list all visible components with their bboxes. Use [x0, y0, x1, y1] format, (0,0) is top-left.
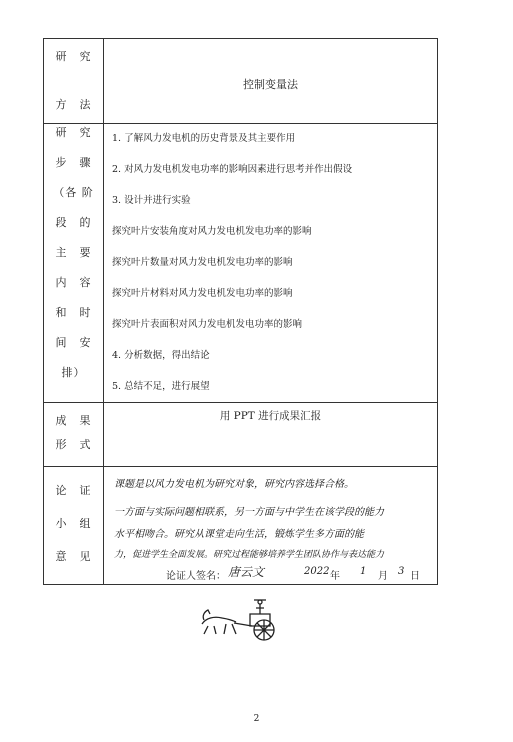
signature-day: 3	[398, 566, 405, 577]
research-form-table	[43, 38, 438, 585]
steps-label-2: 步 骤	[55, 156, 92, 169]
result-value-cell	[104, 403, 438, 467]
steps-label-6: 内 容	[55, 276, 92, 289]
step-item: 探究叶片表面积对风力发电机发电功率的影响	[112, 319, 303, 330]
result-value: 用 PPT 进行成果汇报	[219, 410, 322, 422]
page-number: 2	[253, 714, 260, 724]
step-item: 探究叶片数量对风力发电机发电功率的影响	[112, 257, 293, 268]
signature-year-suffix: 年	[330, 571, 340, 582]
method-label-1: 研 究	[55, 50, 92, 63]
result-label-2: 形 式	[55, 438, 92, 451]
signature-month-suffix: 月	[378, 571, 388, 582]
steps-label-7: 和 时	[55, 306, 92, 319]
step-item: 3. 设计并进行实验	[112, 195, 191, 206]
signature-year: 2022	[304, 566, 330, 577]
step-item: 1. 了解风力发电机的历史背景及其主要作用	[112, 133, 296, 144]
step-item: 5. 总结不足，进行展望	[112, 381, 210, 392]
opinion-handwritten-line: 力，促进学生全面发展。研究过程能够培养学生团队协作与表达能力	[114, 550, 385, 560]
steps-label-cell	[44, 124, 104, 403]
method-value: 控制变量法	[243, 78, 298, 91]
method-value-cell	[104, 39, 438, 124]
opinion-label-3: 意 见	[55, 550, 92, 563]
opinion-handwritten-line: 一方面与实际问题相联系，另一方面与中学生在该学段的能力	[114, 507, 384, 518]
method-row	[44, 39, 438, 124]
result-label-cell	[44, 403, 104, 467]
result-row	[44, 403, 438, 467]
steps-content-cell	[104, 124, 438, 403]
step-item: 探究叶片安装角度对风力发电机发电功率的影响	[112, 226, 312, 237]
steps-label-9: 排）	[61, 366, 86, 379]
steps-label-4: 段 的	[55, 216, 92, 229]
opinion-label-cell	[44, 467, 104, 585]
opinion-content-cell	[104, 467, 438, 585]
step-item: 2. 对风力发电机发电功率的影响因素进行思考并作出假设	[112, 164, 353, 175]
method-label-cell	[44, 39, 104, 124]
opinion-label-2: 小 组	[55, 517, 92, 530]
steps-label-5: 主 要	[55, 246, 92, 259]
method-label-2: 方 法	[55, 98, 92, 111]
signature-month: 1	[360, 566, 367, 577]
steps-row	[44, 124, 438, 403]
opinion-handwritten-line: 水平相吻合。研究从课堂走向生活，锻炼学生多方面的能	[114, 529, 364, 540]
signature-day-suffix: 日	[410, 571, 420, 582]
opinion-row	[44, 467, 438, 585]
signature-name: 唐云文	[228, 565, 265, 579]
opinion-handwritten-line: 课题是以风力发电机为研究对象，研究内容选择合格。	[114, 479, 354, 490]
step-item: 探究叶片材料对风力发电机发电功率的影响	[112, 288, 293, 299]
signature-label: 论证人签名：	[166, 571, 226, 582]
steps-label-3: （各 阶	[53, 186, 94, 199]
steps-label-1: 研 究	[55, 126, 92, 139]
step-item: 4. 分析数据，得出结论	[112, 350, 210, 361]
opinion-label-1: 论 证	[55, 484, 92, 497]
steps-label-8: 间 安	[55, 336, 92, 349]
chariot-emblem	[196, 596, 292, 644]
result-label-1: 成 果	[55, 414, 92, 427]
